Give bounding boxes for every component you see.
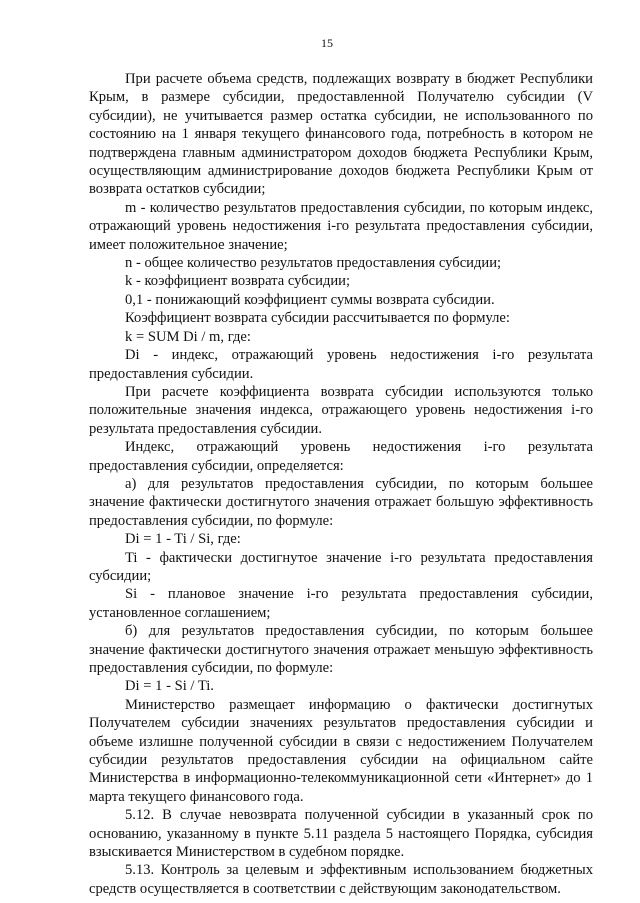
paragraph-def-m: m - количество результатов предоставления субсидии, по которым индекс, отражающий уровень недостижения i-го результата предоставления субсидии, имеет положительное значение; — [89, 199, 593, 253]
formula-di-a: Di = 1 - Ti / Si, где: — [125, 531, 241, 548]
paragraph-def-ti: Ti - фактически достигнутое значение i-го результата предоставления субсидии; — [89, 549, 593, 584]
paragraph-return-volume: При расчете объема средств, подлежащих возврату в бюджет Республики Крым, в размере субсидии, предоставленной Получателю субсидии (V субсидии), не учитывается размер остатка субсидии, не использованного по состоянию на 1 января текущего финансового года, потребность в котором не подтверждена главным администратором доходов бюджета Республики Крым, осуществляющим администрирование доходов бюджета Республики Крым от возврата остатков субсидии; — [89, 71, 593, 198]
paragraph-case-a: а) для результатов предоставления субсидии, по которым большее значение фактически достигнутого значения отражает большую эффективность предоставления субсидии, по формуле: — [89, 475, 593, 529]
paragraph-5-13: 5.13. Контроль за целевым и эффективным использованием бюджетных средств осуществляется в соответствии с действующим законодательством. — [89, 862, 593, 897]
paragraph-def-coefficient: 0,1 - понижающий коэффициент суммы возврата субсидии. — [125, 291, 495, 308]
paragraph-def-si: Si - плановое значение i-го результата предоставления субсидии, установленное соглашением; — [89, 586, 593, 621]
page-number: 15 — [321, 36, 333, 50]
paragraph-ministry-info: Министерство размещает информацию о фактически достигнутых Получателем субсидии значениях результатов предоставления субсидии и объеме излишне полученной субсидии в связи с недостижением Получателем субсидии результатов предоставления субсидии на официальном сайте Министерства в информационно-телекоммуникационной сети «Интернет» до 1 марта текущего финансового года. — [89, 696, 593, 805]
paragraph-5-12: 5.12. В случае невозврата полученной субсидии в указанный срок по основанию, указанному в пункте 5.11 раздела 5 настоящего Порядка, субсидия взыскивается Министерством в судебном порядке. — [89, 807, 593, 861]
paragraph-def-di: Di - индекс, отражающий уровень недостижения i-го результата предоставления субсидии. — [89, 347, 593, 382]
paragraph-def-k: k - коэффициент возврата субсидии; — [125, 273, 351, 290]
formula-di-b: Di = 1 - Si / Ti. — [125, 678, 214, 695]
paragraph-formula-intro: Коэффициент возврата субсидии рассчитывается по формуле: — [125, 310, 510, 327]
paragraph-positive-values: При расчете коэффициента возврата субсидии используются только положительные значения индекса, отражающего уровень недостижения i-го результата предоставления субсидии. — [89, 383, 593, 437]
paragraph-def-n: n - общее количество результатов предоставления субсидии; — [125, 255, 502, 272]
formula-k: k = SUM Di / m, где: — [125, 328, 251, 345]
paragraph-index-defined: Индекс, отражающий уровень недостижения i-го результата предоставления субсидии, определяется: — [89, 439, 593, 474]
paragraph-case-b: б) для результатов предоставления субсидии, по которым большее значение фактически достигнутого значения отражает меньшую эффективность предоставления субсидии, по формуле: — [89, 623, 593, 676]
